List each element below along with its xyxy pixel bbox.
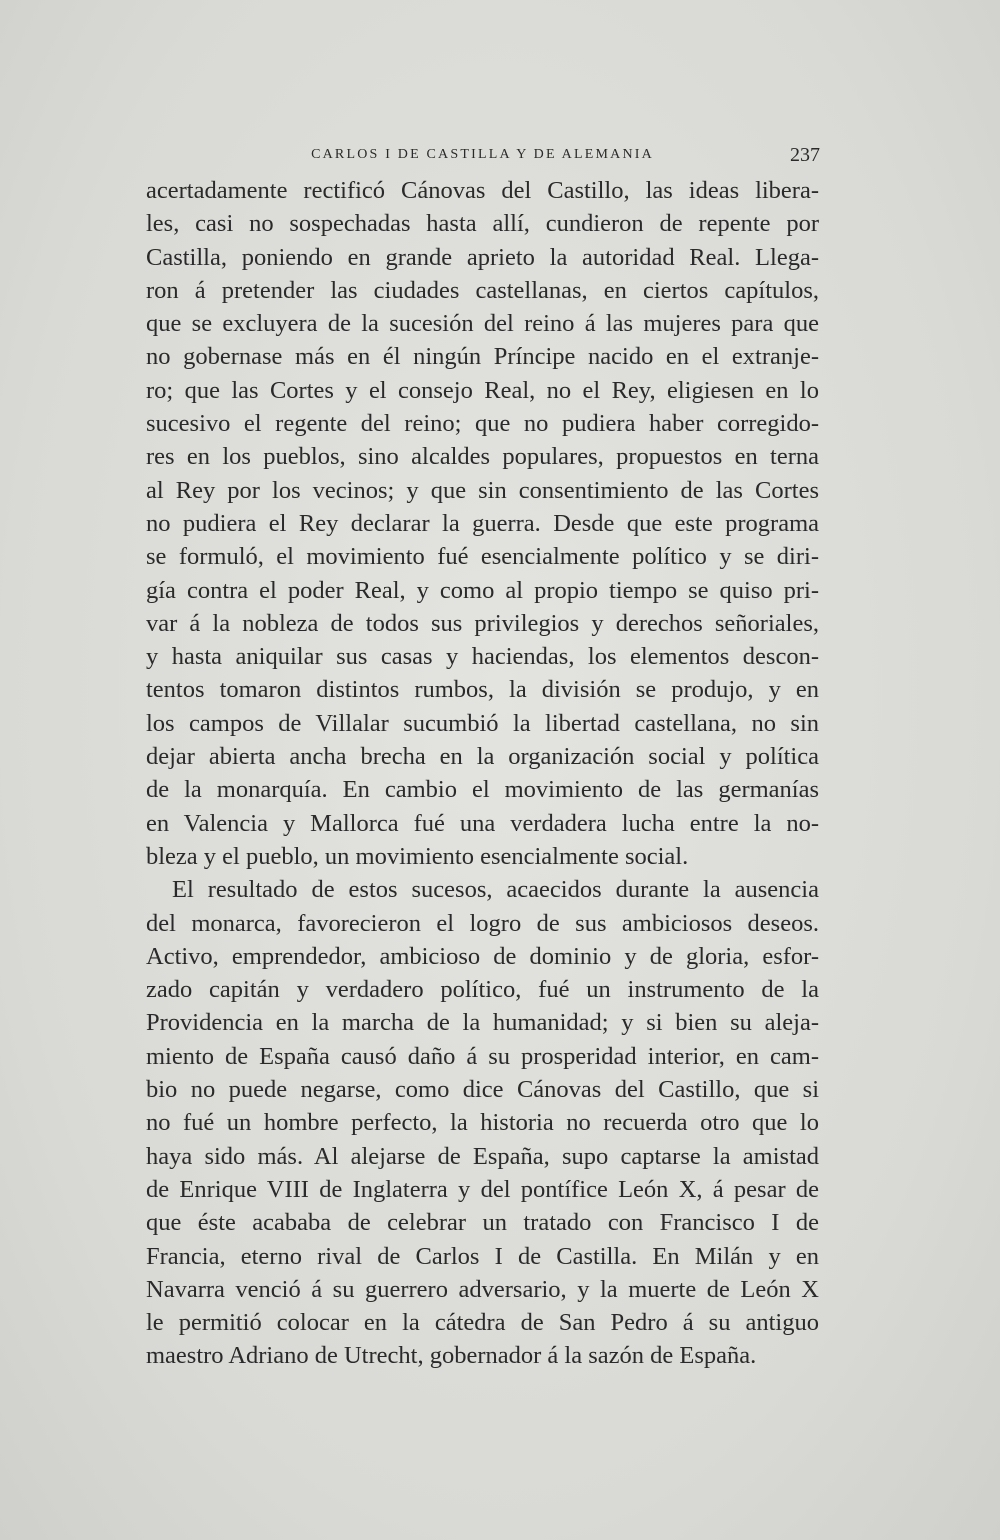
text-line: y hasta aniquilar sus casas y haciendas, los elementos descon-	[146, 643, 819, 671]
text-line: bleza y el pueblo, un movimiento esencialmente social.	[146, 842, 689, 870]
text-line: gía contra el poder Real, y como al propio tiempo se quiso pri-	[146, 576, 819, 604]
body-text	[146, 174, 819, 1373]
text-line: Castilla, poniendo en grande aprieto la autoridad Real. Llega-	[146, 243, 819, 271]
text-line: le permitió colocar en la cátedra de San Pedro á su antiguo	[146, 1309, 819, 1337]
text-line: ro; que las Cortes y el consejo Real, no el Rey, eligiesen en lo	[146, 376, 819, 404]
text-line: dejar abierta ancha brecha en la organización social y política	[146, 743, 819, 771]
text-line: no pudiera el Rey declarar la guerra. Desde que este programa	[146, 509, 819, 537]
text-line: ron á pretender las ciudades castellanas, en ciertos capítulos,	[146, 276, 819, 304]
text-line: tentos tomaron distintos rumbos, la división se produjo, y en	[146, 676, 819, 704]
text-line: Providencia en la marcha de la humanidad; y si bien su aleja-	[146, 1009, 819, 1037]
text-line: Francia, eterno rival de Carlos I de Castilla. En Milán y en	[146, 1242, 819, 1270]
text-line: no fué un hombre perfecto, la historia no recuerda otro que lo	[146, 1109, 819, 1137]
text-line: bio no puede negarse, como dice Cánovas del Castillo, que si	[146, 1076, 819, 1104]
text-line: de Enrique VIII de Inglaterra y del pontífice León X, á pesar de	[146, 1175, 819, 1203]
text-line: Navarra venció á su guerrero adversario, y la muerte de León X	[146, 1275, 819, 1303]
text-line: del monarca, favorecieron el logro de sus ambiciosos deseos.	[146, 909, 819, 937]
paragraph-2	[146, 873, 819, 1372]
text-line: al Rey por los vecinos; y que sin consentimiento de las Cortes	[146, 476, 819, 504]
text-line: no gobernase más en él ningún Príncipe nacido en el extranje-	[146, 343, 819, 371]
running-head	[145, 143, 820, 167]
text-line: en Valencia y Mallorca fué una verdadera lucha entre la no-	[146, 809, 819, 837]
text-line: res en los pueblos, sino alcaldes populares, propuestos en terna	[146, 443, 819, 471]
text-line: miento de España causó daño á su prosperidad interior, en cam-	[146, 1042, 819, 1070]
text-line: les, casi no sospechadas hasta allí, cundieron de repente por	[146, 210, 819, 238]
page-number: 237	[790, 144, 820, 166]
text-line: Activo, emprendedor, ambicioso de dominio y de gloria, esfor-	[146, 942, 819, 970]
paragraph-1	[146, 174, 819, 873]
running-title: CARLOS I DE CASTILLA Y DE ALEMANIA	[311, 147, 654, 162]
text-line: sucesivo el regente del reino; que no pudiera haber corregido-	[146, 410, 819, 438]
text-line: acertadamente rectificó Cánovas del Castillo, las ideas libera-	[146, 177, 819, 204]
text-line: de la monarquía. En cambio el movimiento de las germanías	[146, 776, 819, 804]
text-line: haya sido más. Al alejarse de España, supo captarse la amistad	[146, 1142, 819, 1170]
text-line: zado capitán y verdadero político, fué un instrumento de la	[146, 976, 819, 1004]
text-line: var á la nobleza de todos sus privilegios y derechos señoriales,	[146, 609, 819, 637]
text-line: que se excluyera de la sucesión del reino á las mujeres para que	[146, 310, 819, 338]
text-line: se formuló, el movimiento fué esencialmente político y se diri-	[146, 543, 819, 571]
text-line: que éste acababa de celebrar un tratado con Francisco I de	[146, 1209, 819, 1237]
text-line: los campos de Villalar sucumbió la libertad castellana, no sin	[146, 709, 819, 737]
text-line: El resultado de estos sucesos, acaecidos durante la ausencia	[172, 876, 819, 904]
text-line: maestro Adriano de Utrecht, gobernador á la sazón de España.	[146, 1342, 757, 1370]
